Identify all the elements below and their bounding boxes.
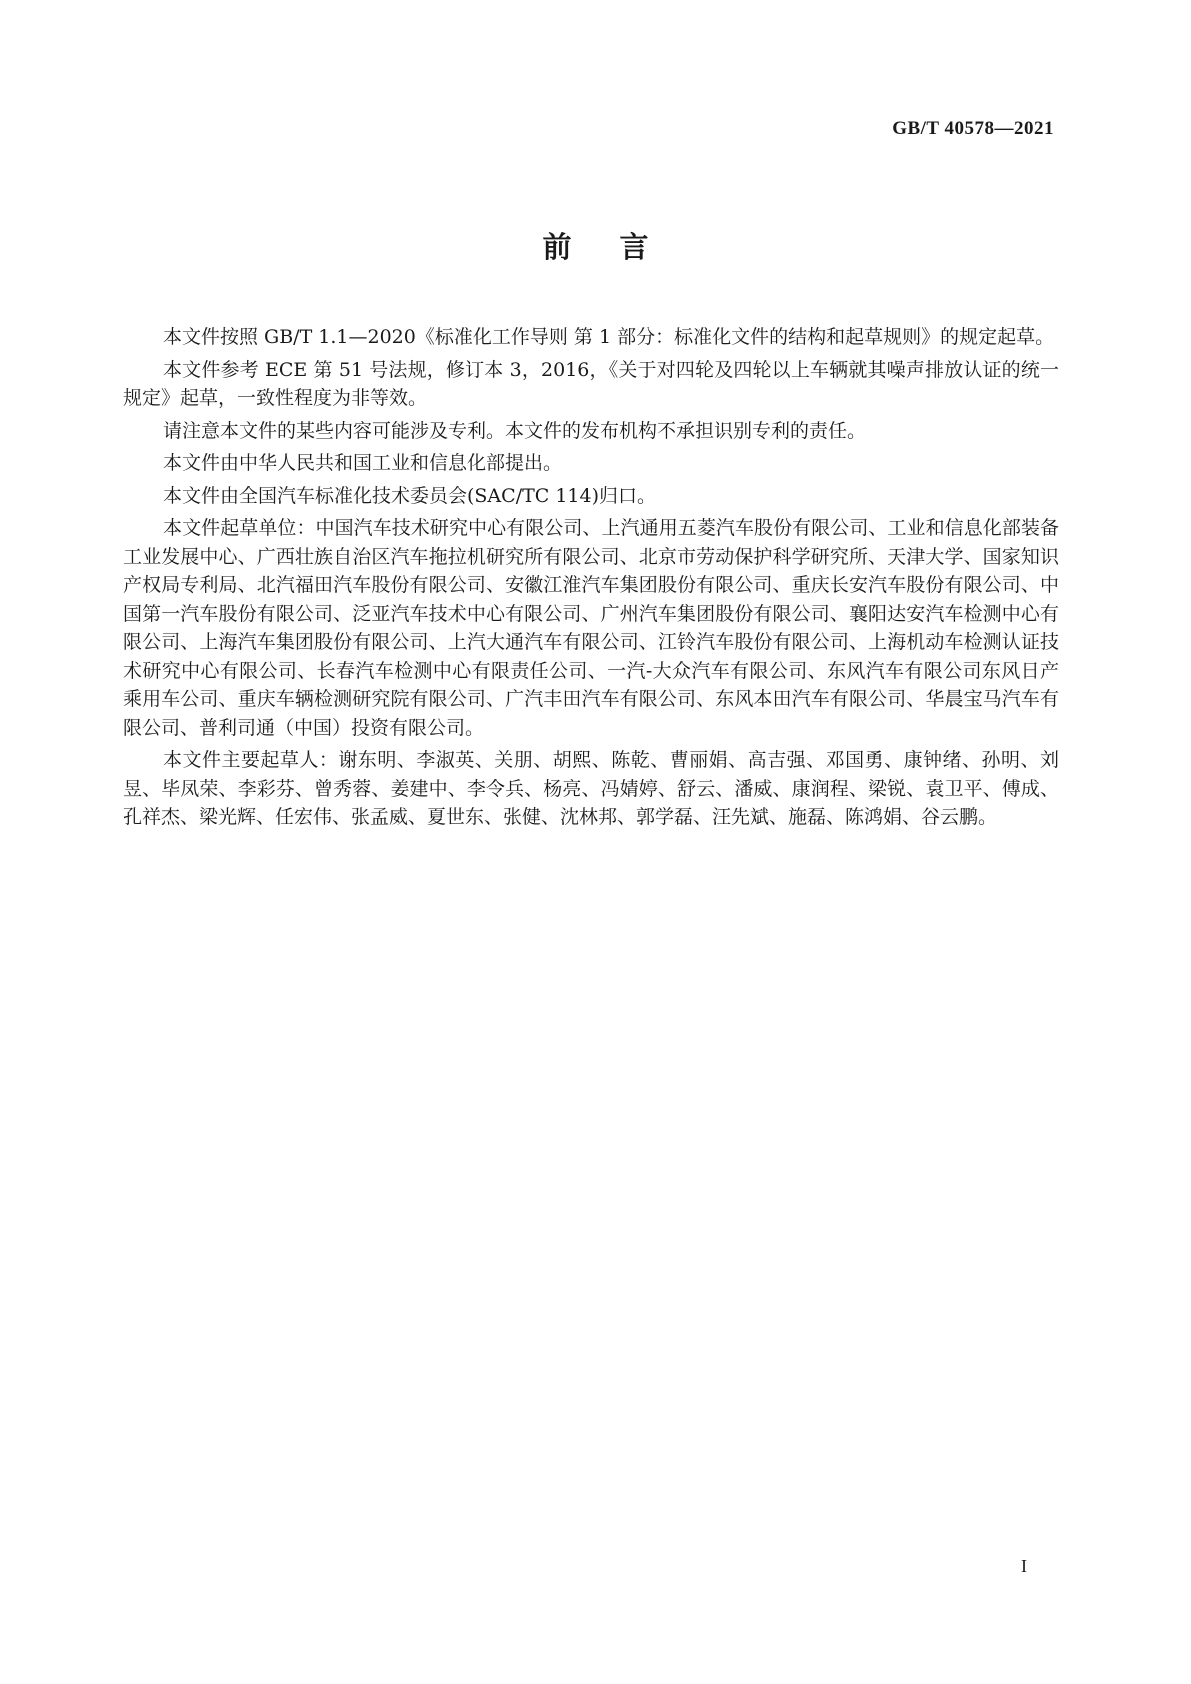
paragraph-drafting-units: 本文件起草单位：中国汽车技术研究中心有限公司、上汽通用五菱汽车股份有限公司、工业和信息化部装备工业发展中心、广西壮族自治区汽车拖拉机研究所有限公司、北京市劳动保护科学研究所、天津大学、国家知识产权局专利局、北汽福田汽车股份有限公司、安徽江淮汽车集团股份有限公司、重庆长安汽车股份有限公司、中国第一汽车股份有限公司、泛亚汽车技术中心有限公司、广州汽车集团股份有限公司、襄阳达安汽车检测中心有限公司、上海汽车集团股份有限公司、上汽大通汽车有限公司、江铃汽车股份有限公司、上海机动车检测认证技术研究中心有限公司、长春汽车检测中心有限责任公司、一汽-大众汽车有限公司、东风汽车有限公司东风日产乘用车公司、重庆车辆检测研究院有限公司、广汽丰田汽车有限公司、东风本田汽车有限公司、华晨宝马汽车有限公司、普利司通（中国）投资有限公司。: [123, 517, 1059, 739]
paragraph-proposer: 本文件由中华人民共和国工业和信息化部提出。: [163, 452, 563, 474]
paragraph-reference-regulation: 本文件参考 ECE 第 51 号法规，修订本 3，2016，《关于对四轮及四轮以上车辆就其噪声排放认证的统一规定》起草，一致性程度为非等效。: [123, 358, 1059, 409]
standard-code: GB/T 40578—2021: [892, 118, 1054, 139]
paragraph-patent-notice: 请注意本文件的某些内容可能涉及专利。本文件的发布机构不承担识别专利的责任。: [163, 419, 867, 442]
foreword-body: [123, 323, 1059, 836]
page-number: I: [1021, 1556, 1027, 1576]
page-title: 前言: [542, 230, 697, 264]
paragraph-committee: 本文件由全国汽车标准化技术委员会(SAC/TC 114)归口。: [163, 484, 657, 507]
paragraph-drafters: 本文件主要起草人：谢东明、李淑英、关朋、胡熙、陈乾、曹丽娟、高吉强、邓国勇、康钟绪、孙明、刘昱、毕凤荣、李彩芬、曾秀蓉、姜建中、李令兵、杨亮、冯婧婷、舒云、潘威、康润程、梁锐、袁卫平、傅成、孔祥杰、梁光辉、任宏伟、张孟威、夏世东、张健、沈林邦、郭学磊、汪先斌、施磊、陈鸿娟、谷云鹏。: [123, 749, 1059, 828]
paragraph-drafting-rules: 本文件按照 GB/T 1.1—2020《标准化工作导则 第 1 部分：标准化文件的结构和起草规则》的规定起草。: [163, 326, 1055, 348]
